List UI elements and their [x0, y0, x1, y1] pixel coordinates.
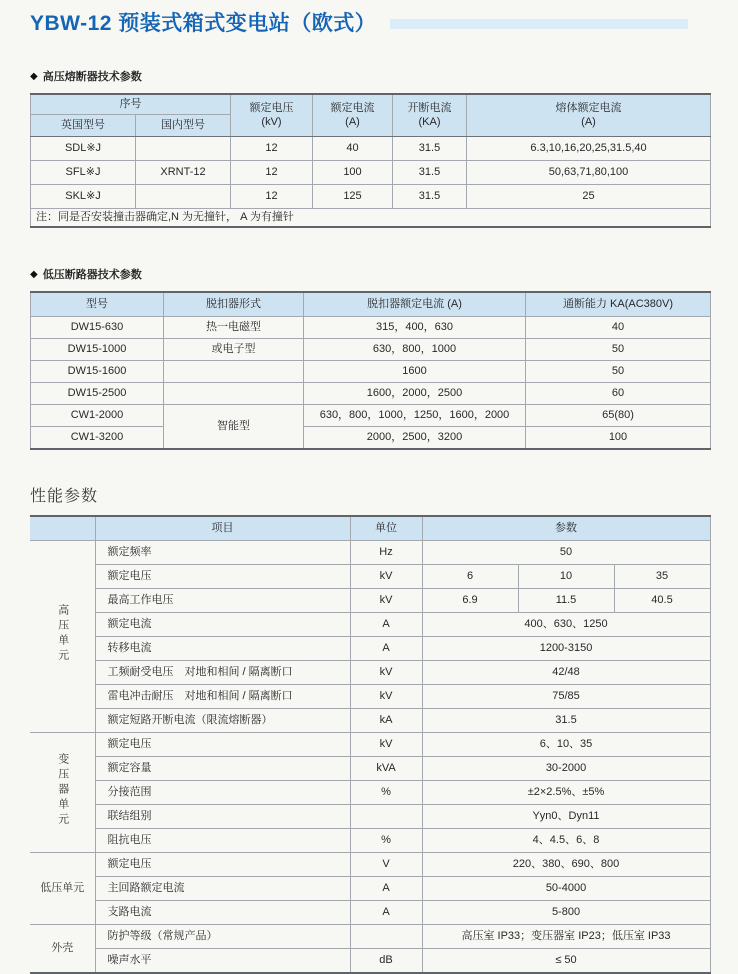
cell: 50 [526, 361, 711, 383]
cell-value: 6 [422, 565, 518, 589]
table-row [31, 405, 711, 427]
cell-value: 高压室 IP33；变压器室 IP23；低压室 IP33 [422, 925, 710, 949]
cell-unit: A [350, 613, 422, 637]
table-row [30, 709, 710, 733]
cell: 31.5 [393, 161, 467, 185]
cell-item: 额定短路开断电流（限流熔断器） [95, 709, 350, 733]
column-header-model: 型号 [31, 292, 164, 317]
group-hv-unit [30, 541, 710, 733]
cell: 630，800，1000 [304, 339, 526, 361]
group-label-lv-unit [30, 853, 95, 925]
table-row [31, 339, 711, 361]
cell-unit: kVA [350, 757, 422, 781]
section-heading-performance: 性能参数 [30, 488, 99, 505]
cell-unit: kV [350, 565, 422, 589]
cell-value: 75/85 [422, 685, 710, 709]
cell: 12 [231, 137, 313, 161]
table-row [30, 589, 710, 613]
cell-item: 额定电压 [95, 853, 350, 877]
cell-unit: A [350, 877, 422, 901]
column-header-rated-current [313, 94, 393, 137]
section-heading-hv-fuse [30, 68, 710, 84]
cell-item: 分接范围 [95, 781, 350, 805]
cell: 1600 [304, 361, 526, 383]
cell: CW1-3200 [31, 427, 164, 450]
table-row [30, 613, 710, 637]
cell: 25 [467, 185, 711, 209]
column-header-breaking-current [393, 94, 467, 137]
cell-merged-release-type: 智能型 [164, 405, 304, 450]
cell-unit: kA [350, 709, 422, 733]
cell: 热一电磁型 [164, 317, 304, 339]
cell-item: 雷电冲击耐压 对地和相间 / 隔离断口 [95, 685, 350, 709]
cell [164, 361, 304, 383]
table-row [30, 925, 710, 949]
column-header-label: 熔体额定电流 [555, 101, 622, 114]
cell-value: 5-800 [422, 901, 710, 925]
cell: 50 [526, 339, 711, 361]
table-row [30, 565, 710, 589]
column-header-corner [30, 516, 95, 541]
cell: 或电子型 [164, 339, 304, 361]
table-header-row [30, 516, 710, 541]
cell: 31.5 [393, 137, 467, 161]
column-header-release-type: 脱扣器形式 [164, 292, 304, 317]
cell: SFL※J [31, 161, 136, 185]
performance-table [30, 515, 711, 974]
table-row [30, 541, 710, 565]
cell-value: 6.9 [422, 589, 518, 613]
cell: 31.5 [393, 185, 467, 209]
table-row [31, 161, 711, 185]
cell: 100 [526, 427, 711, 450]
lv-breaker-table [30, 291, 711, 450]
cell-unit: kV [350, 589, 422, 613]
cell: 1600，2000，2500 [304, 383, 526, 405]
column-header-label: 额定电压 [249, 101, 294, 114]
table-row [30, 637, 710, 661]
cell-value: 30-2000 [422, 757, 710, 781]
cell-value: 10 [518, 565, 614, 589]
cell: SDL※J [31, 137, 136, 161]
cell: 50,63,71,80,100 [467, 161, 711, 185]
cell-unit: dB [350, 949, 422, 974]
cell-item: 额定容量 [95, 757, 350, 781]
cell: 65(80) [526, 405, 711, 427]
table-row [30, 853, 710, 877]
table-row [31, 361, 711, 383]
group-label-text: 变压器单元 [56, 752, 69, 828]
cell-value: 50-4000 [422, 877, 710, 901]
cell-item: 联结组别 [95, 805, 350, 829]
table-row [31, 427, 711, 450]
cell [136, 185, 231, 209]
cell-value: 40.5 [614, 589, 710, 613]
column-header-unit: 单位 [350, 516, 422, 541]
cell: DW15-630 [31, 317, 164, 339]
cell-value: 4、4.5、6、8 [422, 829, 710, 853]
group-label-text: 高压单元 [56, 604, 69, 665]
hv-fuse-table [30, 93, 711, 228]
column-header-unit: (A) [581, 115, 596, 128]
cell-unit: % [350, 829, 422, 853]
table-row [30, 733, 710, 757]
cell-item: 阻抗电压 [95, 829, 350, 853]
cell-unit: A [350, 637, 422, 661]
cell: 40 [526, 317, 711, 339]
table-row [30, 949, 710, 974]
table-row [31, 317, 711, 339]
cell-value: 220、380、690、800 [422, 853, 710, 877]
table-row [30, 901, 710, 925]
diamond-icon: ◆ [30, 70, 38, 82]
group-label-transformer-unit [30, 733, 95, 853]
cell-value: 42/48 [422, 661, 710, 685]
cell-value: 400、630、1250 [422, 613, 710, 637]
cell [136, 137, 231, 161]
column-header-serial: 序号 [31, 94, 231, 115]
cell-value: 1200-3150 [422, 637, 710, 661]
column-header-parameter: 参数 [422, 516, 710, 541]
table-row [30, 685, 710, 709]
cell-item: 防护等级（常规产品） [95, 925, 350, 949]
table-row [30, 781, 710, 805]
cell-value: 11.5 [518, 589, 614, 613]
cell-value: 31.5 [422, 709, 710, 733]
table-row [31, 185, 711, 209]
table-row [31, 209, 711, 228]
column-header-unit: (A) [345, 115, 360, 128]
cell-unit: A [350, 901, 422, 925]
cell-item: 工频耐受电压 对地和相间 / 隔离断口 [95, 661, 350, 685]
column-header-rated-voltage [231, 94, 313, 137]
section-heading-text: 低压断路器技术参数 [42, 269, 142, 281]
column-header-unit: (kV) [261, 115, 282, 128]
column-header-label: 开断电流 [407, 101, 452, 114]
cell-value: ≤ 50 [422, 949, 710, 974]
cell: 2000，2500，3200 [304, 427, 526, 450]
title-row [30, 11, 710, 37]
cell: DW15-2500 [31, 383, 164, 405]
cell-item: 转移电流 [95, 637, 350, 661]
cell: DW15-1000 [31, 339, 164, 361]
table-row [30, 877, 710, 901]
cell: 60 [526, 383, 711, 405]
cell-unit [350, 805, 422, 829]
column-header-domestic-model: 国内型号 [136, 115, 231, 137]
cell: 12 [231, 185, 313, 209]
diamond-icon: ◆ [30, 268, 38, 280]
table-row [30, 757, 710, 781]
cell-unit: kV [350, 685, 422, 709]
cell: DW15-1600 [31, 361, 164, 383]
section-heading-text: 高压熔断器技术参数 [42, 71, 142, 83]
cell: 40 [313, 137, 393, 161]
cell-item: 噪声水平 [95, 949, 350, 974]
cell: XRNT-12 [136, 161, 231, 185]
cell-unit: V [350, 853, 422, 877]
cell [164, 383, 304, 405]
cell-item: 额定频率 [95, 541, 350, 565]
cell: 315，400，630 [304, 317, 526, 339]
cell-unit: % [350, 781, 422, 805]
table-row [30, 829, 710, 853]
column-header-release-rated-current: 脱扣器额定电流 (A) [304, 292, 526, 317]
cell-item: 主回路额定电流 [95, 877, 350, 901]
cell-unit: kV [350, 661, 422, 685]
column-header-fuse-element-current [467, 94, 711, 137]
table-row [30, 661, 710, 685]
cell: 100 [313, 161, 393, 185]
column-header-item: 项目 [95, 516, 350, 541]
cell-item: 最高工作电压 [95, 589, 350, 613]
cell-item: 额定电流 [95, 613, 350, 637]
cell-unit [350, 925, 422, 949]
column-header-label: 额定电流 [330, 101, 375, 114]
cell: SKL※J [31, 185, 136, 209]
table-header-row [31, 292, 711, 317]
column-header-uk-model: 英国型号 [31, 115, 136, 137]
cell-item: 额定电压 [95, 733, 350, 757]
table-row [31, 137, 711, 161]
cell-item: 额定电压 [95, 565, 350, 589]
cell: 12 [231, 161, 313, 185]
group-label-enclosure [30, 925, 95, 974]
cell: 6.3,10,16,20,25,31.5,40 [467, 137, 711, 161]
table-note: 注：同是否安装撞击器确定,N 为无撞针， A 为有撞针 [31, 209, 711, 228]
cell: 630，800，1000，1250，1600，2000 [304, 405, 526, 427]
column-header-breaking-capacity: 通断能力 KA(AC380V) [526, 292, 711, 317]
cell-value: 6、10、35 [422, 733, 710, 757]
group-label-text: 外壳 [51, 941, 74, 954]
group-label-text: 低压单元 [40, 881, 85, 894]
table-header-row [31, 94, 711, 115]
cell-item: 支路电流 [95, 901, 350, 925]
section-heading-lv-breaker [30, 266, 710, 282]
table-row [30, 805, 710, 829]
cell: CW1-2000 [31, 405, 164, 427]
table-row [31, 383, 711, 405]
cell-unit: Hz [350, 541, 422, 565]
group-label-hv-unit [30, 541, 95, 733]
cell: 125 [313, 185, 393, 209]
cell-value: Yyn0、Dyn11 [422, 805, 710, 829]
group-enclosure [30, 925, 710, 974]
page-title: YBW-12 预装式箱式变电站（欧式） [30, 12, 377, 35]
cell-value: 50 [422, 541, 710, 565]
cell-unit: kV [350, 733, 422, 757]
group-lv-unit [30, 853, 710, 925]
group-transformer-unit [30, 733, 710, 853]
cell-value: 35 [614, 565, 710, 589]
column-header-unit: (KA) [418, 115, 441, 128]
cell-value: ±2×2.5%、±5% [422, 781, 710, 805]
title-accent-bar [390, 19, 688, 29]
